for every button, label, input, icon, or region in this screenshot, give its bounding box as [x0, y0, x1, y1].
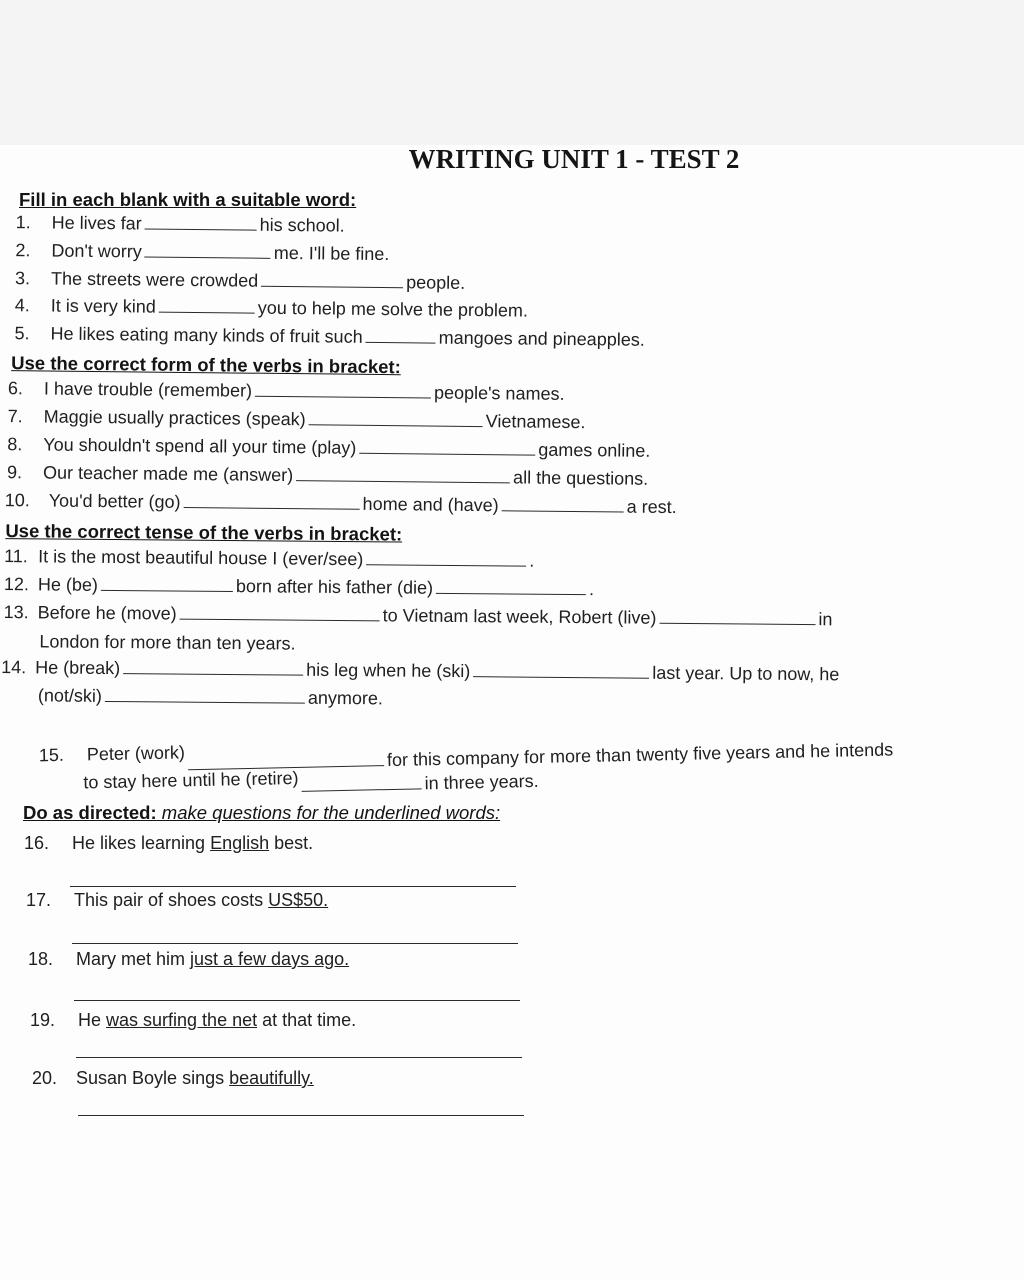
answer-blank[interactable]	[309, 410, 483, 427]
question-3: 3. The streets were crowded people.	[14, 268, 466, 293]
question-1: 1. He lives far his school.	[15, 212, 345, 236]
question-16: 16. He likes learning English best.	[24, 833, 314, 853]
question-15: 15. Peter (work) for this company for more than twenty five years and he intends	[38, 739, 894, 771]
section-heading-verb-tense: Use the correct tense of the verbs in bracket:	[5, 520, 403, 545]
question-4: 4. It is very kind you to help me solve the problem.	[14, 295, 529, 321]
answer-blank[interactable]	[366, 328, 436, 344]
question-14: 14. He (break) his leg when he (ski) last year. Up to now, he	[1, 657, 840, 685]
answer-line-16[interactable]	[70, 886, 516, 887]
question-19: 19. He was surfing the net at that time.	[30, 1010, 357, 1030]
section-heading-do-as-directed: Do as directed: make questions for the underlined words:	[23, 802, 501, 823]
question-18: 18. Mary met him just a few days ago.	[28, 949, 350, 969]
answer-blank[interactable]	[301, 774, 421, 792]
answer-blank[interactable]	[261, 272, 403, 288]
question-6: 6. I have trouble (remember) people's names.	[7, 378, 565, 404]
question-10: 10. You'd better (go) home and (have) a rest.	[4, 490, 677, 518]
answer-blank[interactable]	[436, 579, 586, 595]
answer-blank[interactable]	[145, 215, 257, 231]
question-15-continued: to stay here until he (retire) in three years.	[83, 767, 539, 794]
page-top-margin	[0, 0, 1024, 145]
question-14-continued: (not/ski) anymore.	[37, 685, 384, 709]
answer-line-17[interactable]	[72, 943, 518, 944]
question-7: 7. Maggie usually practices (speak) Vietnamese.	[7, 406, 586, 433]
answer-blank[interactable]	[296, 466, 510, 483]
answer-blank[interactable]	[101, 576, 233, 592]
answer-blank[interactable]	[123, 659, 303, 676]
question-17: 17. This pair of shoes costs US$50.	[26, 890, 329, 910]
answer-blank[interactable]	[159, 298, 255, 314]
answer-blank[interactable]	[366, 550, 526, 566]
question-11: 11. It is the most beautiful house I (ever/see) .	[4, 546, 535, 571]
question-20: 20. Susan Boyle sings beautifully.	[32, 1068, 314, 1088]
question-2: 2. Don't worry me. I'll be fine.	[15, 240, 390, 265]
answer-blank[interactable]	[502, 496, 624, 512]
answer-line-19[interactable]	[76, 1057, 522, 1058]
section-heading-fill-in: Fill in each blank with a suitable word:	[19, 189, 357, 210]
answer-blank[interactable]	[105, 687, 305, 704]
answer-blank[interactable]	[184, 493, 360, 510]
answer-blank[interactable]	[255, 382, 431, 399]
answer-line-18[interactable]	[74, 1000, 520, 1001]
question-5: 5. He likes eating many kinds of fruit such mangoes and pineapples.	[14, 323, 645, 350]
answer-line-20[interactable]	[78, 1115, 524, 1116]
answer-blank[interactable]	[659, 609, 815, 625]
answer-blank[interactable]	[473, 662, 649, 679]
answer-blank[interactable]	[145, 243, 271, 259]
answer-blank[interactable]	[180, 605, 380, 622]
section-heading-verb-form: Use the correct form of the verbs in bracket:	[11, 352, 401, 378]
question-9: 9. Our teacher made me (answer) all the questions.	[6, 462, 649, 489]
question-8: 8. You shouldn't spend all your time (play) games online.	[7, 434, 651, 461]
question-13: 13. Before he (move) to Vietnam last week, Robert (live) in	[3, 602, 833, 630]
question-13-continued: London for more than ten years.	[39, 631, 296, 654]
question-12: 12. He (be) born after his father (die) .	[3, 574, 595, 600]
answer-blank[interactable]	[359, 439, 535, 456]
page-title: WRITING UNIT 1 - TEST 2	[408, 144, 740, 174]
